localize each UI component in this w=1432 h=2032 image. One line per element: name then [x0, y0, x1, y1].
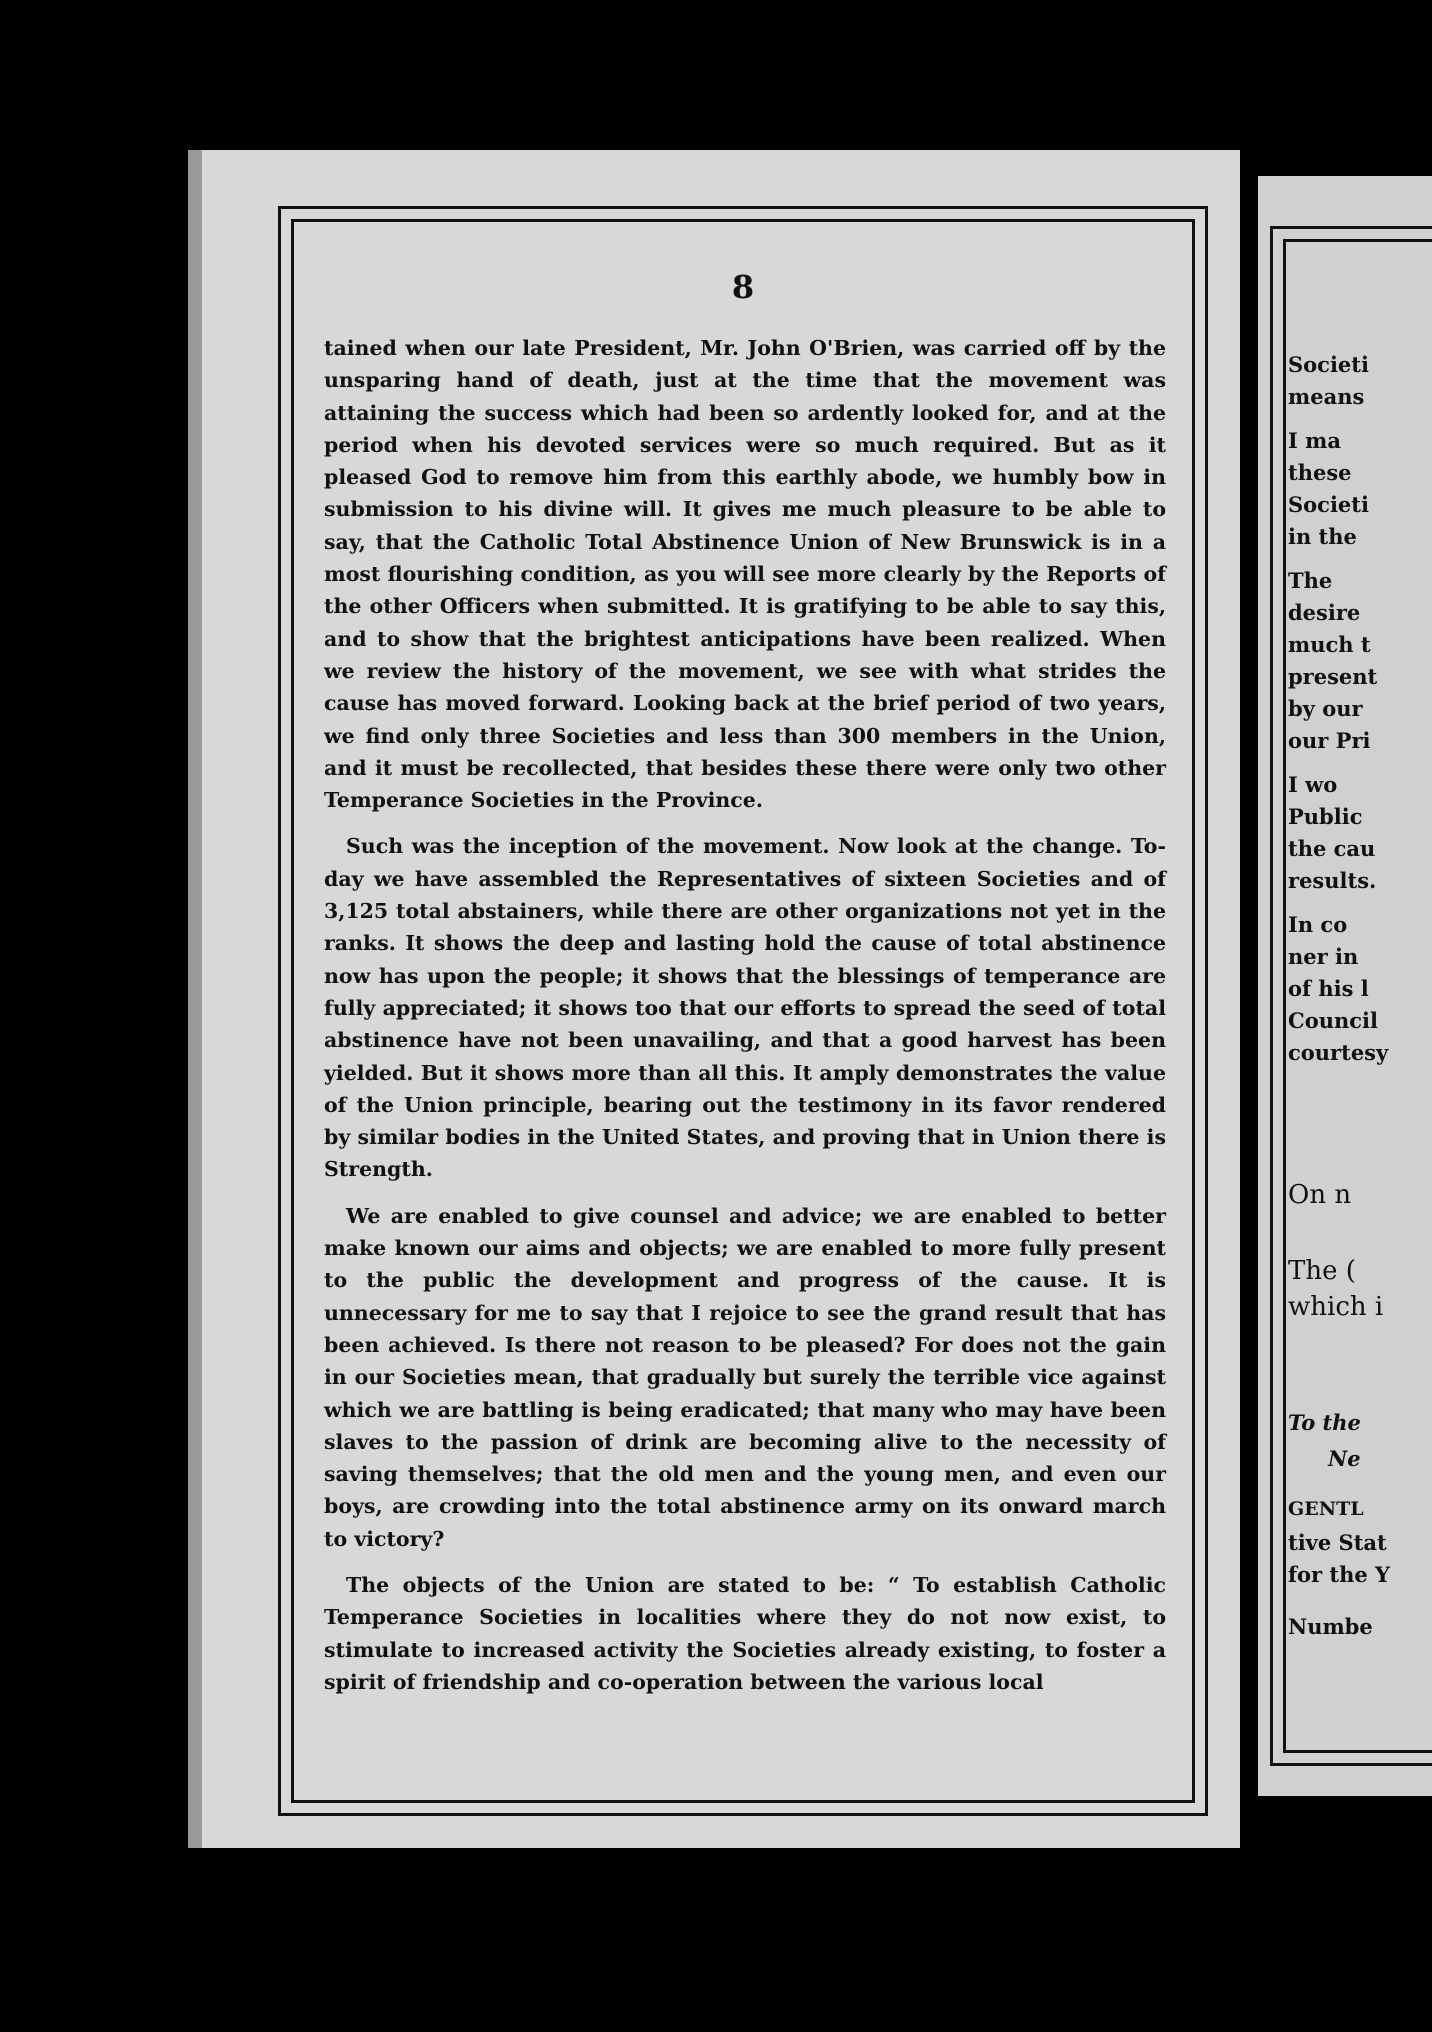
right-fragment: Societi	[1288, 492, 1369, 517]
right-fragment: for the Y	[1288, 1562, 1391, 1587]
right-fragment: The (	[1288, 1256, 1356, 1286]
right-fragment: Council	[1288, 1008, 1378, 1033]
right-fragment: I wo	[1288, 772, 1338, 797]
right-fragment: these	[1288, 460, 1352, 485]
paragraph-2: Such was the inception of the movement. Now look at the change. To-day we have assembled the Representatives of sixteen Societies and of 3,125 total abstainers, while there are other organizations not yet in the ranks. It shows the deep and lasting hold the cause of total abstinence now has upon the people; it shows that the blessings of temperance are fully appreciated; it shows too that our efforts to spread the seed of total abstinence have not been unavailing, and that a good harvest has been yielded. But it shows more than all this. It amply demonstrates the value of the Union principle, bearing out the testimony in its favor rendered by similar bodies in the United States, and proving that in Union there is Strength.	[324, 834, 1166, 1182]
right-fragment: I ma	[1288, 428, 1341, 453]
right-fragment: On n	[1288, 1180, 1352, 1210]
paragraph-3: We are enabled to give counsel and advice; we are enabled to better make known our aims and objects; we are enabled to more fully present to the public the development and progress of the cause. It is unnecessary for me to say that I rejoice to see the grand result that has been achieved. Is there not reason to be pleased? For does not the gain in our Societies mean, that gradually but surely the terrible vice against which we are battling is being eradicated; that many who may have been slaves to the passion of drink are becoming alive to the necessity of saving themselves; that the old men and the young men, and even our boys, are crowding into the total abstinence army on its onward march to victory?	[324, 1203, 1166, 1551]
right-fragment: present	[1288, 664, 1378, 689]
right-fragment: courtesy	[1288, 1040, 1389, 1065]
right-fragment: In co	[1288, 912, 1348, 937]
page-number: 8	[731, 268, 755, 306]
right-fragment: tive Stat	[1288, 1530, 1387, 1555]
right-fragment: our Pri	[1288, 728, 1371, 753]
right-fragment: Public	[1288, 804, 1363, 829]
right-fragment: means	[1288, 384, 1365, 409]
body-text	[324, 332, 1166, 1712]
page-border-outer	[278, 206, 1208, 1816]
right-fragment: ner in	[1288, 944, 1359, 969]
right-fragment: much t	[1288, 632, 1371, 657]
right-page	[1258, 176, 1432, 1796]
right-fragment: results.	[1288, 868, 1377, 893]
right-fragment: the cau	[1288, 836, 1376, 861]
page-border-inner	[291, 219, 1195, 1803]
right-fragment: in the	[1288, 524, 1357, 549]
paragraph-4: The objects of the Union are stated to be: “ To establish Catholic Temperance Societies in localities where they do not now exist, to stimulate to increased activity the Societies already existing, to foster a spirit of friendship and co-operation between the various local	[324, 1572, 1166, 1694]
right-fragment: desire	[1288, 600, 1361, 625]
right-fragment: Ne	[1328, 1446, 1361, 1471]
right-fragment: by our	[1288, 696, 1363, 721]
right-fragment: Numbe	[1288, 1614, 1373, 1639]
right-fragment: The	[1288, 568, 1333, 593]
right-fragment: which i	[1288, 1292, 1384, 1322]
page-edge	[188, 150, 202, 1848]
right-fragment: Societi	[1288, 352, 1369, 377]
right-fragment: of his l	[1288, 976, 1369, 1001]
right-fragment: To the	[1288, 1410, 1361, 1435]
left-page	[188, 150, 1240, 1848]
right-fragment: GENTL	[1288, 1498, 1364, 1520]
paragraph-1: tained when our late President, Mr. John O'Brien, was carried off by the unsparing hand of death, just at the time that the movement was attaining the success which had been so ardently looked for, and at the period when his devoted services were so much required. But as it pleased God to remove him from this earthly abode, we humbly bow in submission to his divine will. It gives me much pleasure to be able to say, that the Catholic Total Abstinence Union of New Brunswick is in a most flourishing condition, as you will see more clearly by the Reports of the other Officers when submitted. It is gratifying to be able to say this, and to show that the brightest anticipations have been realized. When we review the history of the movement, we see with what strides the cause has moved forward. Looking back at the brief period of two years, we find only three Societies and less than 300 members in the Union, and it must be recollected, that besides these there were only two other Temperance Societies in the Province.	[324, 336, 1166, 813]
